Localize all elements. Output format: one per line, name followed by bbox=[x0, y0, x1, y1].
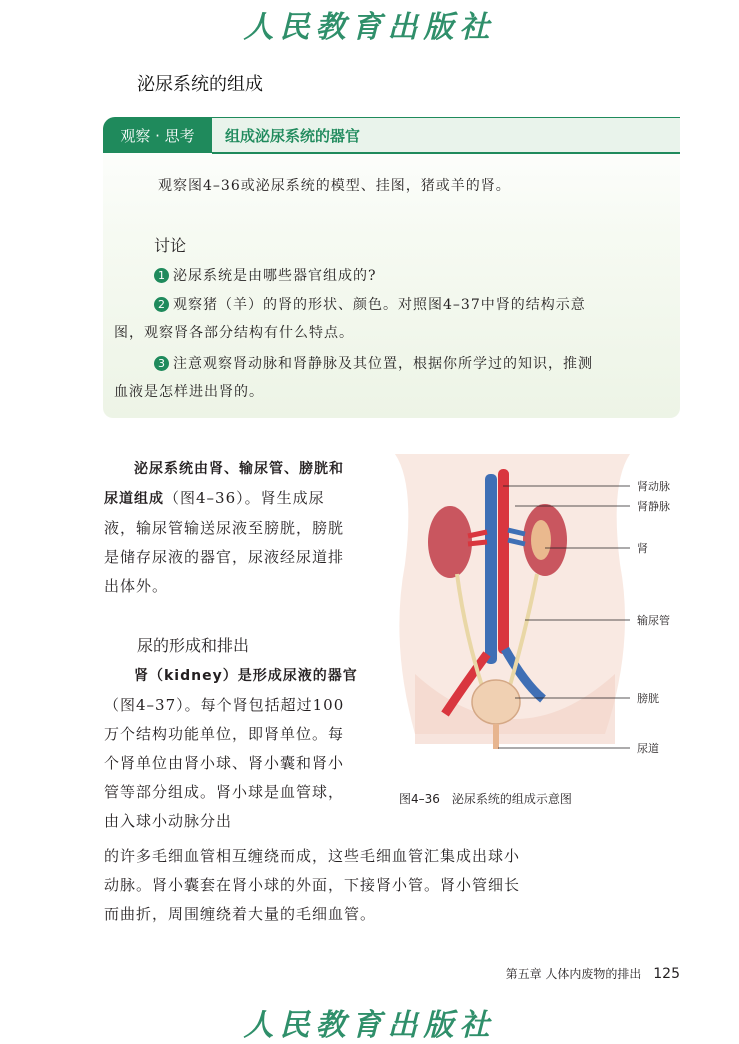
question-number-3: 3 bbox=[154, 356, 169, 371]
vena-cava bbox=[485, 474, 497, 664]
question-text-3: 注意观察肾动脉和肾静脉及其位置，根据你所学过的知识，推测 bbox=[173, 356, 593, 372]
question-text-2: 观察猪（羊）的肾的形状、颜色。对照图4–37中肾的结构示意 bbox=[173, 297, 586, 313]
paragraph-composition bbox=[104, 454, 356, 601]
bladder bbox=[472, 680, 520, 724]
paragraph-kidney-bold: 肾（kidney）是形成尿液的器官 bbox=[134, 668, 358, 684]
kidney-left bbox=[428, 506, 472, 578]
question-3 bbox=[114, 350, 662, 406]
label-bladder: 膀胱 bbox=[637, 692, 659, 705]
figure-caption-number: 图4–36 bbox=[399, 792, 440, 806]
page-footer bbox=[480, 965, 680, 982]
figure-caption-text: 泌尿系统的组成示意图 bbox=[451, 792, 572, 806]
discussion-label: 讨论 bbox=[154, 236, 187, 255]
question-1 bbox=[114, 262, 662, 290]
question-number-1: 1 bbox=[154, 268, 169, 283]
question-text-1: 泌尿系统是由哪些器官组成的? bbox=[173, 268, 377, 284]
page-number: 125 bbox=[653, 966, 680, 982]
kidney-right-pelvis bbox=[531, 520, 551, 560]
label-urethra: 尿道 bbox=[637, 742, 659, 755]
label-ureter: 输尿管 bbox=[637, 614, 670, 627]
paragraph-kidney-continued: 的许多毛细血管相互缠绕而成，这些毛细血管汇集成出球小动脉。肾小囊套在肾小球的外面，下接肾小管。肾小管细长而曲折，周围缠绕着大量的毛细血管。 bbox=[104, 847, 521, 923]
paragraph-kidney-rest: （图4–37）。每个肾包括超过100万个结构功能单位，即肾单位。每个肾单位由肾小球、肾小囊和肾小管等部分组成。肾小球是血管球，由入球小动脉分出 bbox=[104, 696, 345, 830]
label-kidney: 肾 bbox=[637, 542, 648, 555]
question-number-2: 2 bbox=[154, 297, 169, 312]
footer-chapter-title: 人体内废物的排出 bbox=[545, 967, 642, 981]
label-renal-vein: 肾静脉 bbox=[637, 500, 670, 513]
figure-caption bbox=[399, 790, 584, 807]
aorta bbox=[498, 469, 509, 654]
section-title: 泌尿系统的组成 bbox=[137, 74, 263, 95]
question-text-2-cont: 图，观察肾各部分结构有什么特点。 bbox=[114, 325, 354, 341]
subsection-title: 尿的形成和排出 bbox=[137, 636, 250, 655]
question-2 bbox=[114, 291, 662, 347]
paragraph-composition-bold: 泌尿系统由肾、输尿管、膀胱和尿道组成 bbox=[104, 461, 344, 507]
publisher-watermark-top: 人民教育出版社 bbox=[243, 10, 496, 45]
activity-header bbox=[212, 117, 680, 154]
paragraph-composition-rest: （图4–36）。肾生成尿液，输尿管输送尿液至膀胱，膀胱是储存尿液的器官，尿液经尿道排出体外。 bbox=[104, 489, 345, 595]
label-renal-artery: 肾动脉 bbox=[637, 480, 670, 493]
urinary-system-figure bbox=[375, 444, 685, 774]
footer-chapter: 第五章 bbox=[505, 967, 542, 981]
activity-title: 组成泌尿系统的器官 bbox=[225, 127, 361, 145]
activity-tag: 观察 · 思考 bbox=[103, 117, 212, 153]
paragraph-kidney bbox=[104, 661, 358, 836]
activity-intro: 观察图4–36或泌尿系统的模型、挂图，猪或羊的肾。 bbox=[158, 178, 511, 194]
publisher-watermark-bottom: 人民教育出版社 bbox=[243, 1008, 496, 1043]
question-text-3-cont: 血液是怎样进出肾的。 bbox=[114, 384, 264, 400]
